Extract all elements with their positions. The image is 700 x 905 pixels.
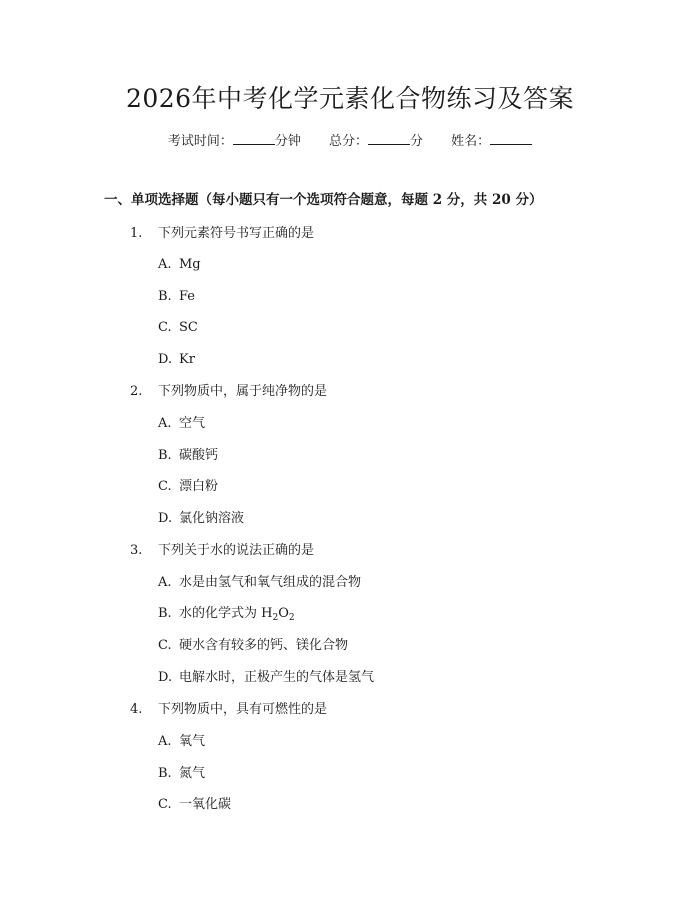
exam-time-field — [168, 130, 301, 152]
option-4c — [158, 795, 231, 815]
option-text: Fe — [179, 289, 196, 304]
option-text: Kr — [179, 352, 195, 367]
option-letter: D. — [158, 670, 173, 685]
option-1d — [158, 350, 195, 370]
option-letter: C. — [158, 638, 172, 653]
question-number: 4. — [130, 702, 143, 717]
option-text: 氯化钠溶液 — [179, 511, 245, 526]
option-text: 电解水时，正极产生的气体是氢气 — [179, 670, 375, 685]
page-title: 2026年中考化学元素化合物练习及答案 — [125, 84, 575, 113]
option-letter: A. — [158, 734, 172, 749]
option-letter: B. — [158, 289, 172, 304]
question-3 — [130, 541, 314, 561]
option-text: 氮气 — [179, 766, 206, 781]
option-letter: C. — [158, 479, 172, 494]
option-text: 水是由氢气和氧气组成的混合物 — [179, 575, 362, 590]
formula-subscript: 2 — [272, 613, 279, 623]
option-1c — [158, 318, 198, 338]
question-stem: 下列物质中，属于纯净物的是 — [158, 384, 328, 399]
student-name-label: 姓名： — [451, 134, 491, 149]
formula-subscript: 2 — [288, 613, 295, 623]
option-letter: A. — [158, 575, 172, 590]
question-stem: 下列物质中，具有可燃性的是 — [158, 702, 328, 717]
option-2c — [158, 477, 218, 497]
question-stem: 下列元素符号书写正确的是 — [158, 226, 315, 241]
option-4b — [158, 764, 205, 784]
option-3c — [158, 636, 348, 656]
option-3a — [158, 573, 361, 593]
student-name-field — [451, 130, 532, 152]
question-number: 2. — [130, 384, 143, 399]
total-score-label: 总分： — [328, 134, 368, 149]
option-letter: B. — [158, 606, 172, 621]
formula-hydrogen: H — [261, 606, 273, 621]
question-number: 1. — [130, 226, 143, 241]
question-2 — [130, 382, 327, 402]
option-letter: C. — [158, 797, 172, 812]
option-2b — [158, 446, 218, 466]
option-letter: A. — [158, 257, 172, 272]
total-score-field — [329, 130, 423, 152]
total-score-unit: 分 — [410, 134, 424, 149]
student-name-blank — [490, 130, 532, 145]
option-3d — [158, 668, 374, 688]
option-text: 氧气 — [179, 734, 206, 749]
exam-time-blank — [233, 130, 275, 145]
question-1 — [130, 224, 314, 244]
option-text: Mg — [179, 257, 201, 272]
option-letter: B. — [158, 766, 172, 781]
option-letter: B. — [158, 448, 172, 463]
option-text: 空气 — [179, 416, 206, 431]
option-text: 硬水含有较多的钙、镁化合物 — [179, 638, 349, 653]
option-letter: D. — [158, 352, 173, 367]
option-4a — [158, 732, 205, 752]
question-number: 3. — [130, 543, 143, 558]
option-1b — [158, 287, 195, 307]
option-2a — [158, 414, 205, 434]
option-text: 漂白粉 — [179, 479, 219, 494]
formula-oxygen: O — [278, 606, 289, 621]
exam-time-label: 考试时间： — [167, 134, 233, 149]
option-text: 一氧化碳 — [179, 797, 232, 812]
total-score-blank — [368, 130, 410, 145]
exam-time-unit: 分钟 — [274, 134, 301, 149]
option-text: 水的化学式为 — [179, 606, 262, 621]
option-3b — [158, 604, 295, 624]
option-letter: D. — [158, 511, 173, 526]
option-text: SC — [179, 320, 198, 335]
option-1a — [158, 255, 201, 275]
option-text: 碳酸钙 — [179, 448, 219, 463]
option-2d — [158, 509, 244, 529]
option-letter: C. — [158, 320, 172, 335]
exam-meta — [0, 130, 700, 152]
option-letter: A. — [158, 416, 172, 431]
question-4 — [130, 700, 327, 720]
section-heading: 一、单项选择题（每小题只有一个选项符合题意，每题 2 分，共 20 分） — [104, 192, 543, 208]
question-stem: 下列关于水的说法正确的是 — [158, 543, 315, 558]
